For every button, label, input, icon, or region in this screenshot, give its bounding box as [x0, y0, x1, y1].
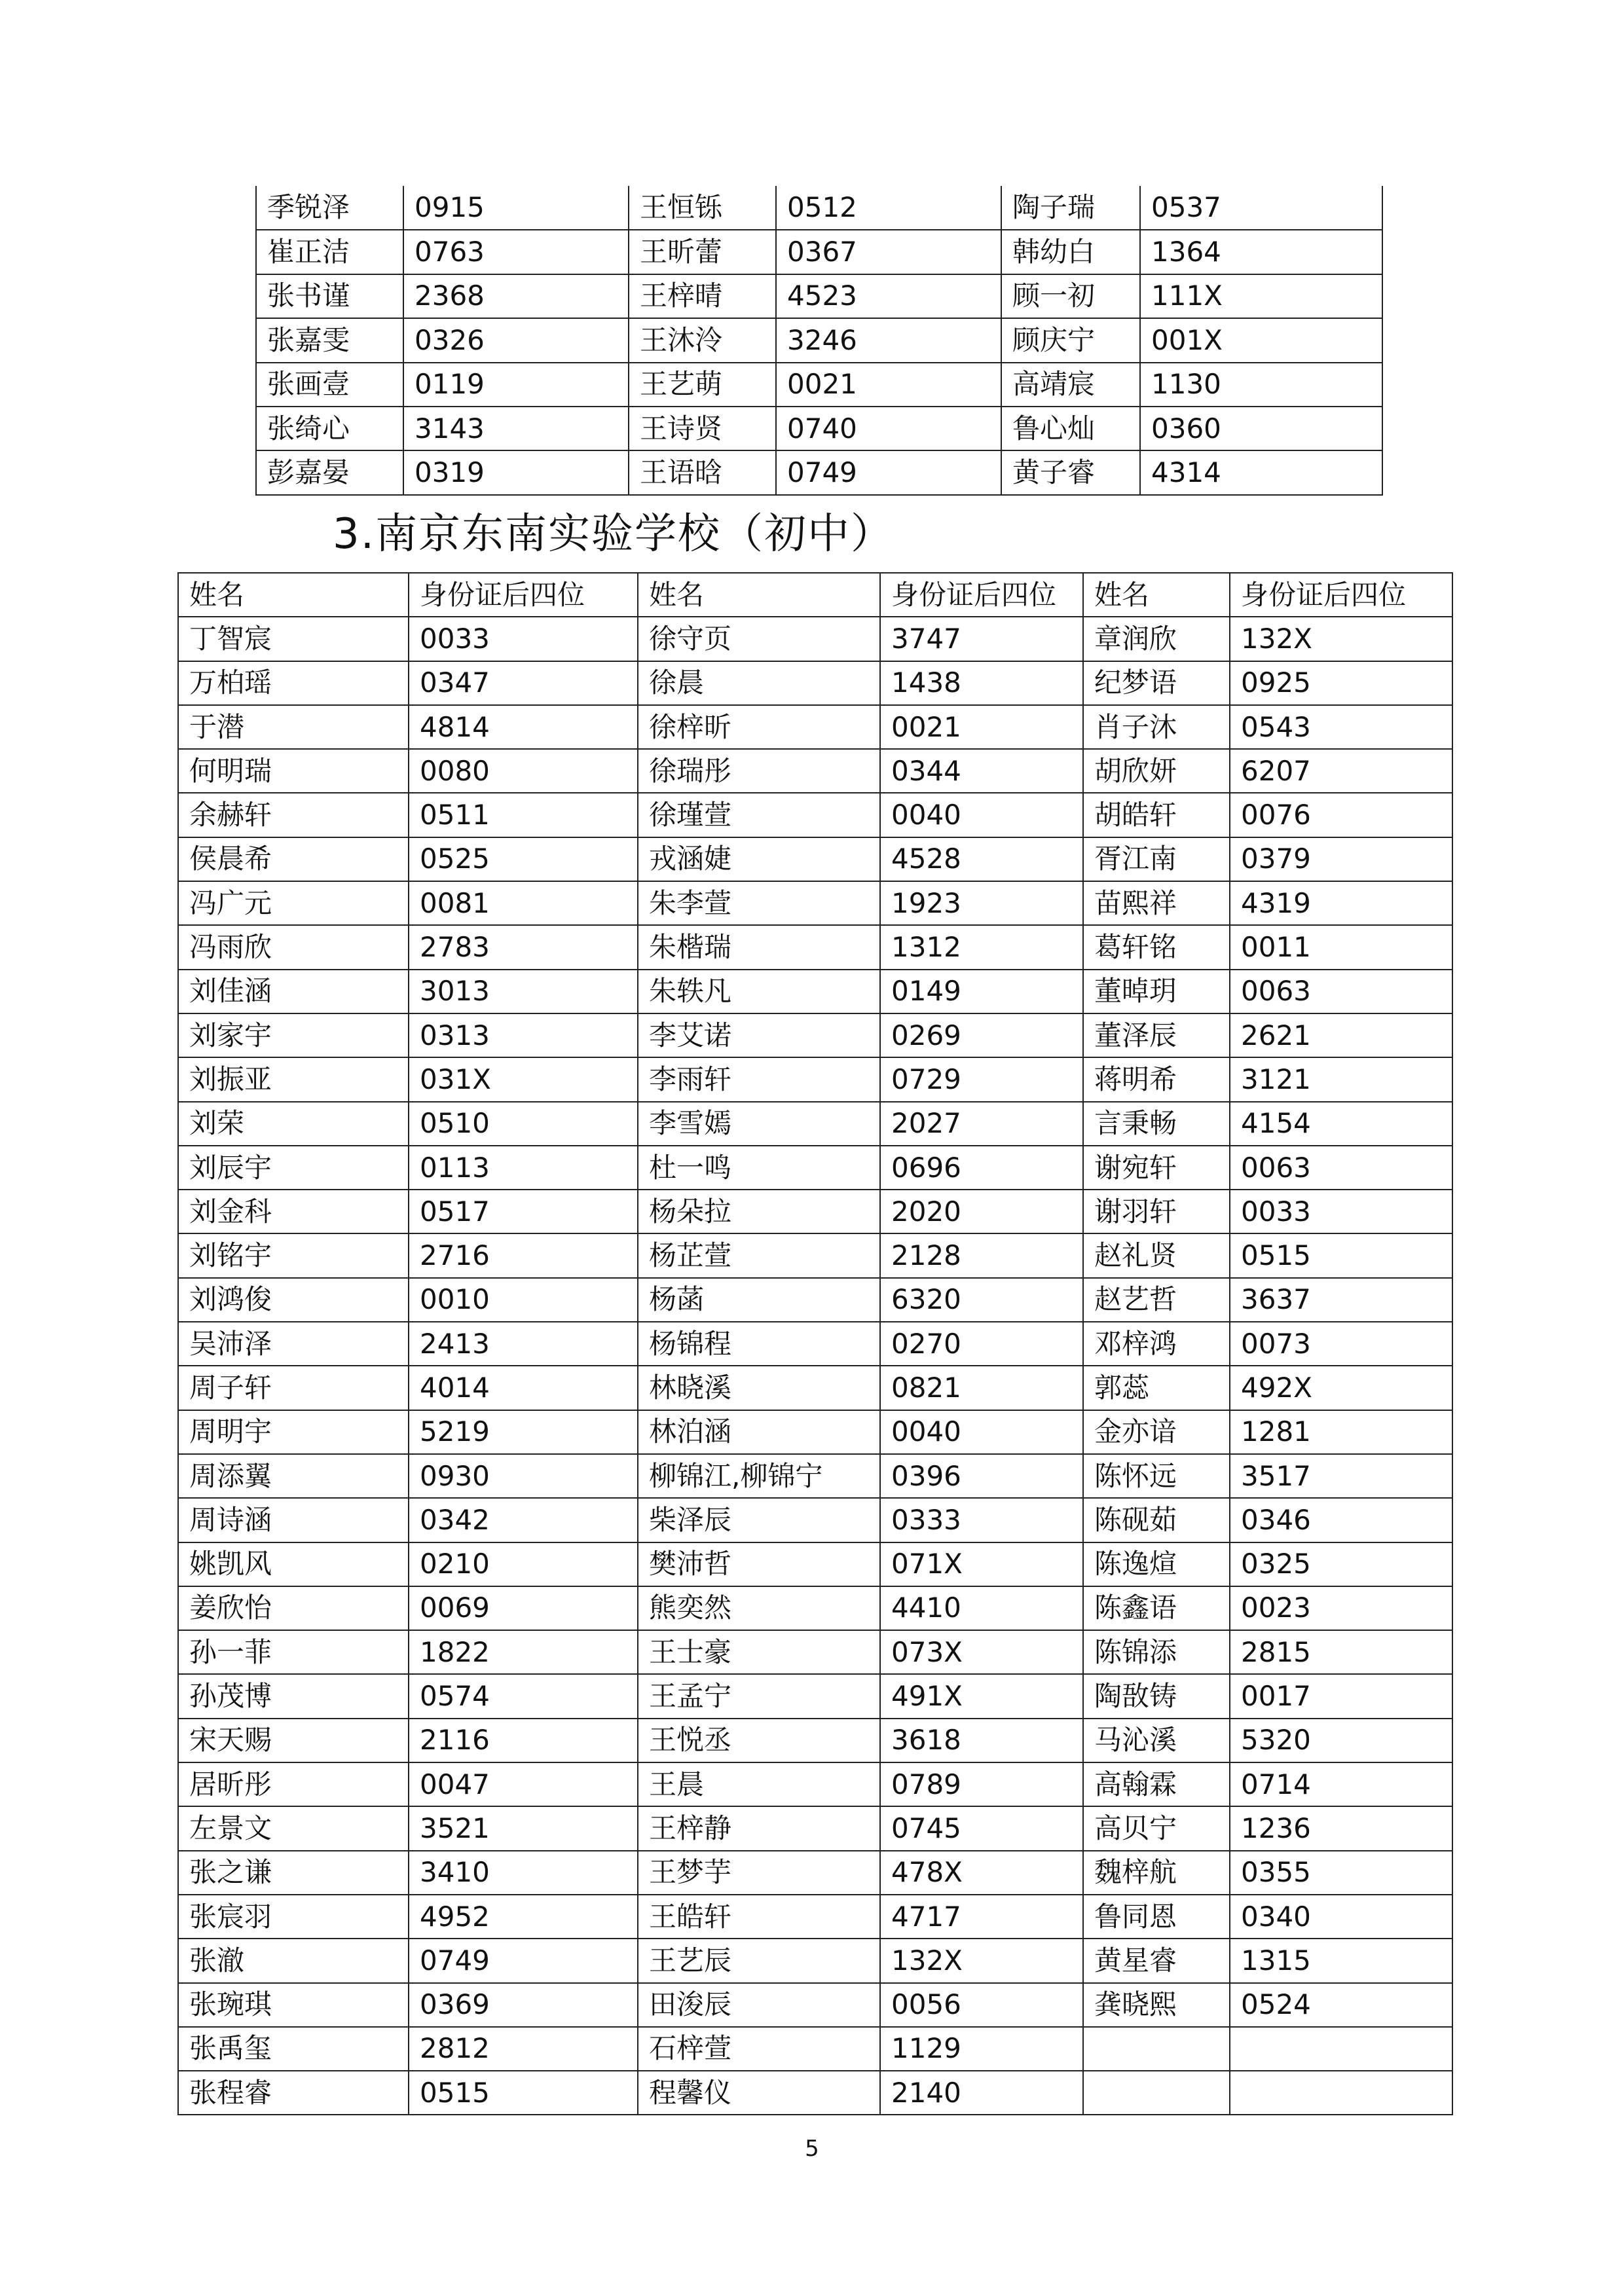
- id-last-four-cell: 4717: [880, 1895, 1083, 1939]
- id-last-four-cell: 0696: [880, 1146, 1083, 1190]
- student-name-cell: 田浚辰: [638, 1983, 880, 2027]
- id-last-four-cell: 0017: [1230, 1674, 1452, 1718]
- student-name-cell: 刘振亚: [178, 1057, 409, 1101]
- id-last-four-cell: 0069: [409, 1586, 638, 1630]
- id-last-four-cell: 0063: [1230, 1146, 1452, 1190]
- id-last-four-cell: 1236: [1230, 1806, 1452, 1850]
- table-row: [178, 1586, 1452, 1630]
- student-name-cell: 李艾诺: [638, 1013, 880, 1057]
- header-id-col-1: 身份证后四位: [409, 573, 638, 617]
- student-name-cell: 王语晗: [629, 450, 776, 494]
- student-name-cell: 王梓静: [638, 1806, 880, 1850]
- student-name-cell: 赵艺哲: [1083, 1278, 1230, 1322]
- id-last-four-cell: 031X: [409, 1057, 638, 1101]
- id-last-four-cell: 1438: [880, 661, 1083, 705]
- table-row: [256, 450, 1382, 494]
- id-last-four-cell: 0021: [880, 705, 1083, 749]
- id-last-four-cell: 3143: [403, 407, 629, 450]
- table-row: [178, 1762, 1452, 1806]
- student-name-cell: 石梓萱: [638, 2027, 880, 2071]
- student-name-cell: 杨锦程: [638, 1322, 880, 1366]
- section-title: 3.南京东南实验学校（初中）: [333, 510, 895, 558]
- student-name-cell: 杨菡: [638, 1278, 880, 1322]
- student-name-cell: 刘家宇: [178, 1013, 409, 1057]
- student-name-cell: 王梓晴: [629, 274, 776, 318]
- id-last-four-cell: 0515: [409, 2071, 638, 2115]
- table-row: [178, 1366, 1452, 1410]
- id-last-four-cell: 3517: [1230, 1454, 1452, 1498]
- student-name-cell: 胡皓轩: [1083, 793, 1230, 837]
- table-row: [178, 617, 1452, 661]
- student-name-cell: 宋天赐: [178, 1719, 409, 1762]
- id-last-four-cell: 0073: [1230, 1322, 1452, 1366]
- student-name-cell: 于潜: [178, 705, 409, 749]
- student-name-cell: 杨芷萱: [638, 1233, 880, 1277]
- id-last-four-cell: [1230, 2071, 1452, 2115]
- student-name-cell: 林晓溪: [638, 1366, 880, 1410]
- student-name-cell: 王孟宁: [638, 1674, 880, 1718]
- table-row: [178, 661, 1452, 705]
- id-last-four-cell: 0033: [1230, 1190, 1452, 1233]
- student-name-cell: 张嘉雯: [256, 318, 403, 362]
- student-name-cell: 余赫轩: [178, 793, 409, 837]
- id-last-four-cell: 5219: [409, 1410, 638, 1454]
- student-name-cell: 赵礼贤: [1083, 1233, 1230, 1277]
- table-row: [256, 407, 1382, 450]
- id-last-four-cell: 0525: [409, 837, 638, 881]
- table-row: [178, 1983, 1452, 2027]
- id-last-four-cell: 0347: [409, 661, 638, 705]
- id-last-four-cell: 0047: [409, 1762, 638, 1806]
- id-last-four-cell: 491X: [880, 1674, 1083, 1718]
- id-last-four-cell: 0524: [1230, 1983, 1452, 2027]
- student-name-cell: 胡欣妍: [1083, 749, 1230, 793]
- student-name-cell: 孙茂博: [178, 1674, 409, 1718]
- student-name-cell: 何明瑞: [178, 749, 409, 793]
- id-last-four-cell: 4952: [409, 1895, 638, 1939]
- student-name-cell: 张禹玺: [178, 2027, 409, 2071]
- id-last-four-cell: 0313: [409, 1013, 638, 1057]
- id-last-four-cell: 0010: [409, 1278, 638, 1322]
- table-row: [178, 1939, 1452, 1982]
- id-last-four-cell: 0763: [403, 230, 629, 274]
- id-last-four-cell: 0511: [409, 793, 638, 837]
- student-name-cell: 苗熙祥: [1083, 881, 1230, 925]
- id-last-four-cell: 0714: [1230, 1762, 1452, 1806]
- student-name-cell: 刘鸿俊: [178, 1278, 409, 1322]
- student-name-cell: 王悦丞: [638, 1719, 880, 1762]
- table-row: [178, 1674, 1452, 1718]
- student-name-cell: 高贝宁: [1083, 1806, 1230, 1850]
- table-row: [256, 230, 1382, 274]
- student-name-cell: 言秉畅: [1083, 1102, 1230, 1146]
- student-name-cell: 张之谦: [178, 1851, 409, 1895]
- school-roster-table: [177, 572, 1453, 2115]
- header-id-col-3: 身份证后四位: [1230, 573, 1452, 617]
- id-last-four-cell: 2140: [880, 2071, 1083, 2115]
- id-last-four-cell: [1230, 2027, 1452, 2071]
- student-name-cell: 韩幼白: [1001, 230, 1140, 274]
- id-last-four-cell: 0342: [409, 1498, 638, 1542]
- id-last-four-cell: 2812: [409, 2027, 638, 2071]
- student-name-cell: 杨朵拉: [638, 1190, 880, 1233]
- student-name-cell: 金亦谙: [1083, 1410, 1230, 1454]
- table-row: [178, 1719, 1452, 1762]
- student-name-cell: 王艺辰: [638, 1939, 880, 1982]
- id-last-four-cell: 0915: [403, 186, 629, 230]
- id-last-four-cell: 3121: [1230, 1057, 1452, 1101]
- id-last-four-cell: 2783: [409, 925, 638, 969]
- id-last-four-cell: 2128: [880, 1233, 1083, 1277]
- student-name-cell: 马沁溪: [1083, 1719, 1230, 1762]
- page-number: 5: [805, 2136, 819, 2162]
- student-name-cell: [1083, 2027, 1230, 2071]
- table-row: [256, 274, 1382, 318]
- id-last-four-cell: 0740: [776, 407, 1001, 450]
- table-row: [178, 1057, 1452, 1101]
- id-last-four-cell: 111X: [1140, 274, 1382, 318]
- id-last-four-cell: 0040: [880, 793, 1083, 837]
- student-name-cell: 林泊涵: [638, 1410, 880, 1454]
- id-last-four-cell: 4410: [880, 1586, 1083, 1630]
- student-name-cell: 黄子睿: [1001, 450, 1140, 494]
- id-last-four-cell: 4154: [1230, 1102, 1452, 1146]
- student-name-cell: 季锐泽: [256, 186, 403, 230]
- student-name-cell: 刘佳涵: [178, 970, 409, 1013]
- student-name-cell: 张书谨: [256, 274, 403, 318]
- id-last-four-cell: 0369: [409, 1983, 638, 2027]
- id-last-four-cell: 5320: [1230, 1719, 1452, 1762]
- id-last-four-cell: 0021: [776, 363, 1001, 407]
- student-name-cell: 张绮心: [256, 407, 403, 450]
- student-name-cell: 吴沛泽: [178, 1322, 409, 1366]
- id-last-four-cell: 2027: [880, 1102, 1083, 1146]
- student-name-cell: 周子轩: [178, 1366, 409, 1410]
- header-name-col-3: 姓名: [1083, 573, 1230, 617]
- id-last-four-cell: 2368: [403, 274, 629, 318]
- table-row: [178, 1102, 1452, 1146]
- id-last-four-cell: 0210: [409, 1542, 638, 1586]
- id-last-four-cell: 0326: [403, 318, 629, 362]
- id-last-four-cell: 0056: [880, 1983, 1083, 2027]
- student-name-cell: 王士豪: [638, 1630, 880, 1674]
- id-last-four-cell: 1923: [880, 881, 1083, 925]
- id-last-four-cell: 0789: [880, 1762, 1083, 1806]
- table-row: [178, 1146, 1452, 1190]
- id-last-four-cell: 0023: [1230, 1586, 1452, 1630]
- student-name-cell: 董晫玥: [1083, 970, 1230, 1013]
- student-name-cell: 鲁同恩: [1083, 1895, 1230, 1939]
- id-last-four-cell: 0821: [880, 1366, 1083, 1410]
- id-last-four-cell: 3637: [1230, 1278, 1452, 1322]
- id-last-four-cell: 0063: [1230, 970, 1452, 1013]
- id-last-four-cell: 4014: [409, 1366, 638, 1410]
- student-name-cell: 陈怀远: [1083, 1454, 1230, 1498]
- table-row: [178, 970, 1452, 1013]
- student-name-cell: 陈砚茹: [1083, 1498, 1230, 1542]
- student-name-cell: 彭嘉晏: [256, 450, 403, 494]
- id-last-four-cell: 1129: [880, 2027, 1083, 2071]
- student-name-cell: 樊沛哲: [638, 1542, 880, 1586]
- id-last-four-cell: 0515: [1230, 1233, 1452, 1277]
- table-row: [178, 749, 1452, 793]
- id-last-four-cell: 0325: [1230, 1542, 1452, 1586]
- id-last-four-cell: 0510: [409, 1102, 638, 1146]
- student-name-cell: 黄星睿: [1083, 1939, 1230, 1982]
- id-last-four-cell: 1364: [1140, 230, 1382, 274]
- student-name-cell: 龚晓熙: [1083, 1983, 1230, 2027]
- student-name-cell: 丁智宸: [178, 617, 409, 661]
- table-row: [178, 793, 1452, 837]
- id-last-four-cell: 0333: [880, 1498, 1083, 1542]
- student-name-cell: 熊奕然: [638, 1586, 880, 1630]
- student-name-cell: 蒋明希: [1083, 1057, 1230, 1101]
- student-name-cell: 朱轶凡: [638, 970, 880, 1013]
- student-name-cell: 王梦芋: [638, 1851, 880, 1895]
- id-last-four-cell: 1130: [1140, 363, 1382, 407]
- student-name-cell: 周明宇: [178, 1410, 409, 1454]
- student-name-cell: 王沐泠: [629, 318, 776, 362]
- student-name-cell: 陈逸煊: [1083, 1542, 1230, 1586]
- table-row: [178, 1851, 1452, 1895]
- student-name-cell: 鲁心灿: [1001, 407, 1140, 450]
- id-last-four-cell: 2815: [1230, 1630, 1452, 1674]
- id-last-four-cell: 0367: [776, 230, 1001, 274]
- student-name-cell: 谢宛轩: [1083, 1146, 1230, 1190]
- id-last-four-cell: 0011: [1230, 925, 1452, 969]
- id-last-four-cell: 0119: [403, 363, 629, 407]
- id-last-four-cell: 0930: [409, 1454, 638, 1498]
- student-name-cell: 朱楷瑞: [638, 925, 880, 969]
- id-last-four-cell: 132X: [1230, 617, 1452, 661]
- id-last-four-cell: 0149: [880, 970, 1083, 1013]
- student-name-cell: 陈鑫语: [1083, 1586, 1230, 1630]
- table-row: [178, 1454, 1452, 1498]
- student-name-cell: 胥江南: [1083, 837, 1230, 881]
- student-name-cell: 魏梓航: [1083, 1851, 1230, 1895]
- table-row: [256, 318, 1382, 362]
- id-last-four-cell: 2020: [880, 1190, 1083, 1233]
- student-name-cell: 侯晨希: [178, 837, 409, 881]
- id-last-four-cell: 1315: [1230, 1939, 1452, 1982]
- table-row: [178, 2027, 1452, 2071]
- id-last-four-cell: 0355: [1230, 1851, 1452, 1895]
- table-row: [256, 186, 1382, 230]
- student-name-cell: [1083, 2071, 1230, 2115]
- id-last-four-cell: 0270: [880, 1322, 1083, 1366]
- student-name-cell: 崔正洁: [256, 230, 403, 274]
- student-name-cell: 刘辰宇: [178, 1146, 409, 1190]
- id-last-four-cell: 0344: [880, 749, 1083, 793]
- student-name-cell: 王皓轩: [638, 1895, 880, 1939]
- student-name-cell: 陶子瑞: [1001, 186, 1140, 230]
- id-last-four-cell: 4523: [776, 274, 1001, 318]
- id-last-four-cell: 3410: [409, 1851, 638, 1895]
- table-row: [178, 837, 1452, 881]
- table-row: [178, 1233, 1452, 1277]
- id-last-four-cell: 0346: [1230, 1498, 1452, 1542]
- id-last-four-cell: 0925: [1230, 661, 1452, 705]
- id-last-four-cell: 0749: [409, 1939, 638, 1982]
- id-last-four-cell: 2116: [409, 1719, 638, 1762]
- table-row: [178, 1895, 1452, 1939]
- student-name-cell: 柴泽辰: [638, 1498, 880, 1542]
- student-name-cell: 谢羽轩: [1083, 1190, 1230, 1233]
- id-last-four-cell: 3246: [776, 318, 1001, 362]
- id-last-four-cell: 0543: [1230, 705, 1452, 749]
- student-name-cell: 徐瑾萱: [638, 793, 880, 837]
- student-name-cell: 张宸羽: [178, 1895, 409, 1939]
- table-row: [178, 1542, 1452, 1586]
- student-name-cell: 高靖宸: [1001, 363, 1140, 407]
- table-row: [178, 1630, 1452, 1674]
- student-name-cell: 周诗涵: [178, 1498, 409, 1542]
- id-last-four-cell: 0081: [409, 881, 638, 925]
- id-last-four-cell: 0113: [409, 1146, 638, 1190]
- student-name-cell: 朱李萱: [638, 881, 880, 925]
- student-name-cell: 冯广元: [178, 881, 409, 925]
- id-last-four-cell: 0379: [1230, 837, 1452, 881]
- student-name-cell: 孙一菲: [178, 1630, 409, 1674]
- student-name-cell: 居昕彤: [178, 1762, 409, 1806]
- id-last-four-cell: 2413: [409, 1322, 638, 1366]
- id-last-four-cell: 0033: [409, 617, 638, 661]
- id-last-four-cell: 4528: [880, 837, 1083, 881]
- student-name-cell: 徐瑞彤: [638, 749, 880, 793]
- id-last-four-cell: 4314: [1140, 450, 1382, 494]
- id-last-four-cell: 001X: [1140, 318, 1382, 362]
- id-last-four-cell: 0517: [409, 1190, 638, 1233]
- student-name-cell: 张程睿: [178, 2071, 409, 2115]
- header-name-col-2: 姓名: [638, 573, 880, 617]
- student-name-cell: 王昕蕾: [629, 230, 776, 274]
- id-last-four-cell: 0360: [1140, 407, 1382, 450]
- table-row: [178, 1013, 1452, 1057]
- student-name-cell: 顾庆宁: [1001, 318, 1140, 362]
- header-id-col-2: 身份证后四位: [880, 573, 1083, 617]
- student-name-cell: 刘荣: [178, 1102, 409, 1146]
- id-last-four-cell: 0745: [880, 1806, 1083, 1850]
- student-name-cell: 张琬琪: [178, 1983, 409, 2027]
- student-name-cell: 张画壹: [256, 363, 403, 407]
- id-last-four-cell: 2716: [409, 1233, 638, 1277]
- student-name-cell: 陶敔铸: [1083, 1674, 1230, 1718]
- student-name-cell: 徐梓昕: [638, 705, 880, 749]
- student-name-cell: 徐晨: [638, 661, 880, 705]
- id-last-four-cell: 1312: [880, 925, 1083, 969]
- id-last-four-cell: 0040: [880, 1410, 1083, 1454]
- table-row: [178, 705, 1452, 749]
- student-name-cell: 邓梓鸿: [1083, 1322, 1230, 1366]
- id-last-four-cell: 3618: [880, 1719, 1083, 1762]
- student-name-cell: 王艺萌: [629, 363, 776, 407]
- student-name-cell: 高翰霖: [1083, 1762, 1230, 1806]
- student-name-cell: 张澈: [178, 1939, 409, 1982]
- student-name-cell: 周添翼: [178, 1454, 409, 1498]
- id-last-four-cell: 6320: [880, 1278, 1083, 1322]
- student-name-cell: 王晨: [638, 1762, 880, 1806]
- header-name-col-1: 姓名: [178, 573, 409, 617]
- id-last-four-cell: 0340: [1230, 1895, 1452, 1939]
- id-last-four-cell: 0319: [403, 450, 629, 494]
- student-name-cell: 刘金科: [178, 1190, 409, 1233]
- student-name-cell: 章润欣: [1083, 617, 1230, 661]
- student-name-cell: 冯雨欣: [178, 925, 409, 969]
- continued-roster-table: [255, 186, 1383, 496]
- id-last-four-cell: 1822: [409, 1630, 638, 1674]
- id-last-four-cell: 478X: [880, 1851, 1083, 1895]
- id-last-four-cell: 0749: [776, 450, 1001, 494]
- id-last-four-cell: 0076: [1230, 793, 1452, 837]
- id-last-four-cell: 4814: [409, 705, 638, 749]
- id-last-four-cell: 492X: [1230, 1366, 1452, 1410]
- student-name-cell: 左景文: [178, 1806, 409, 1850]
- student-name-cell: 姚凯风: [178, 1542, 409, 1586]
- id-last-four-cell: 0080: [409, 749, 638, 793]
- student-name-cell: 肖子沐: [1083, 705, 1230, 749]
- id-last-four-cell: 6207: [1230, 749, 1452, 793]
- student-name-cell: 纪梦语: [1083, 661, 1230, 705]
- table-row: [178, 1410, 1452, 1454]
- student-name-cell: 刘铭宇: [178, 1233, 409, 1277]
- table-row: [178, 1806, 1452, 1850]
- student-name-cell: 陈锦添: [1083, 1630, 1230, 1674]
- student-name-cell: 李雨轩: [638, 1057, 880, 1101]
- student-name-cell: 董泽辰: [1083, 1013, 1230, 1057]
- table-header-row: [178, 573, 1452, 617]
- id-last-four-cell: 0537: [1140, 186, 1382, 230]
- student-name-cell: 戎涵婕: [638, 837, 880, 881]
- student-name-cell: 程馨仪: [638, 2071, 880, 2115]
- id-last-four-cell: 071X: [880, 1542, 1083, 1586]
- table-row: [178, 2071, 1452, 2115]
- id-last-four-cell: 073X: [880, 1630, 1083, 1674]
- id-last-four-cell: 3521: [409, 1806, 638, 1850]
- student-name-cell: 顾一初: [1001, 274, 1140, 318]
- student-name-cell: 王恒铄: [629, 186, 776, 230]
- student-name-cell: 杜一鸣: [638, 1146, 880, 1190]
- id-last-four-cell: 132X: [880, 1939, 1083, 1982]
- student-name-cell: 柳锦江,柳锦宁: [638, 1454, 880, 1498]
- id-last-four-cell: 3013: [409, 970, 638, 1013]
- table-row: [256, 363, 1382, 407]
- table-row: [178, 1278, 1452, 1322]
- id-last-four-cell: 0729: [880, 1057, 1083, 1101]
- id-last-four-cell: 0512: [776, 186, 1001, 230]
- student-name-cell: 徐守页: [638, 617, 880, 661]
- id-last-four-cell: 0396: [880, 1454, 1083, 1498]
- id-last-four-cell: 0269: [880, 1013, 1083, 1057]
- id-last-four-cell: 3747: [880, 617, 1083, 661]
- table-row: [178, 881, 1452, 925]
- id-last-four-cell: 0574: [409, 1674, 638, 1718]
- student-name-cell: 李雪嫣: [638, 1102, 880, 1146]
- student-name-cell: 万柏瑶: [178, 661, 409, 705]
- table-row: [178, 1322, 1452, 1366]
- table-row: [178, 1190, 1452, 1233]
- id-last-four-cell: 2621: [1230, 1013, 1452, 1057]
- table-row: [178, 925, 1452, 969]
- student-name-cell: 郭蕊: [1083, 1366, 1230, 1410]
- id-last-four-cell: 1281: [1230, 1410, 1452, 1454]
- table-row: [178, 1498, 1452, 1542]
- student-name-cell: 葛轩铭: [1083, 925, 1230, 969]
- student-name-cell: 王诗贤: [629, 407, 776, 450]
- id-last-four-cell: 4319: [1230, 881, 1452, 925]
- student-name-cell: 姜欣怡: [178, 1586, 409, 1630]
